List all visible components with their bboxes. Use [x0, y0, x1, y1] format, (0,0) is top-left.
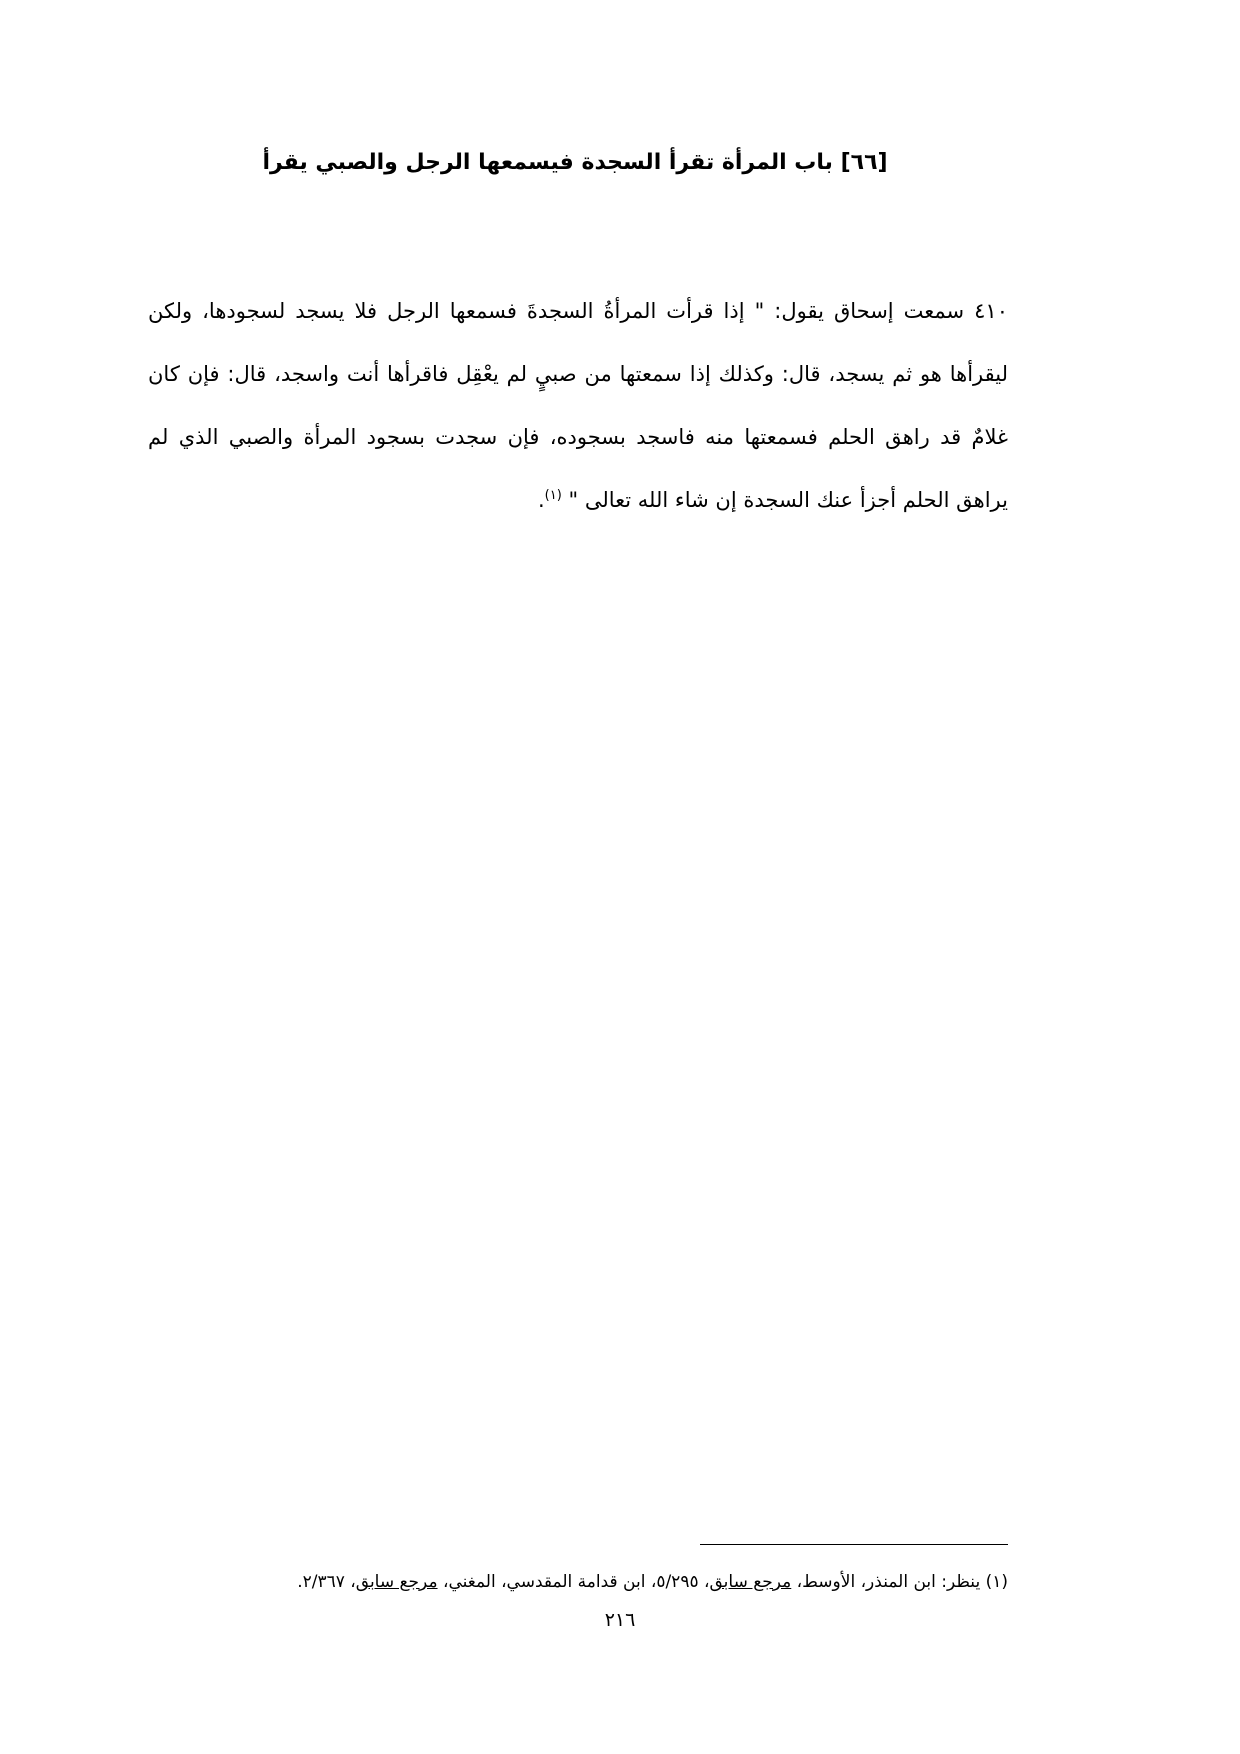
- chapter-title: [٦٦] باب المرأة تقرأ السجدة فيسمعها الرجل والصبي يقرأ: [262, 150, 888, 175]
- footnote-separator: [700, 1544, 1008, 1545]
- footnote-reference: (١): [544, 488, 562, 503]
- page-number: ٢١٦: [604, 1609, 636, 1631]
- footnote: [148, 1568, 1008, 1596]
- paragraph-text: ٤١٠ سمعت إسحاق يقول: " إذا قرأت المرأةُ السجدةَ فسمعها الرجل فلا يسجد لسجودها، ولكن ليقرأها هو ثم يسجد، قال: وكذلك إذا سمعتها من صبيٍ لم يعْقِل فاقرأها أنت واسجد، قال: فإن كان غلامٌ قد راهق الحلم فسمعتها منه فاسجد بسجوده، فإن سجدت بسجود المرأة والصبي الذي لم يراهق الحلم أجزأ عنك السجدة إن شاء الله تعالى ": [148, 299, 1008, 512]
- footnote-ref-2: مرجع سابق: [355, 1572, 438, 1592]
- paragraph-end: .: [537, 488, 545, 512]
- footnote-ref-1: مرجع سابق: [709, 1572, 792, 1592]
- footnote-text-part1: ينظر: ابن المنذر، الأوسط،: [796, 1572, 981, 1592]
- footnote-text-part3: ، ٢/٣٦٧.: [297, 1572, 356, 1592]
- footnote-text-part2: ، ٥/٢٩٥، ابن قدامة المقدسي، المغني،: [442, 1572, 710, 1592]
- body-paragraph: [148, 280, 1008, 532]
- footnote-number: (١): [985, 1572, 1008, 1592]
